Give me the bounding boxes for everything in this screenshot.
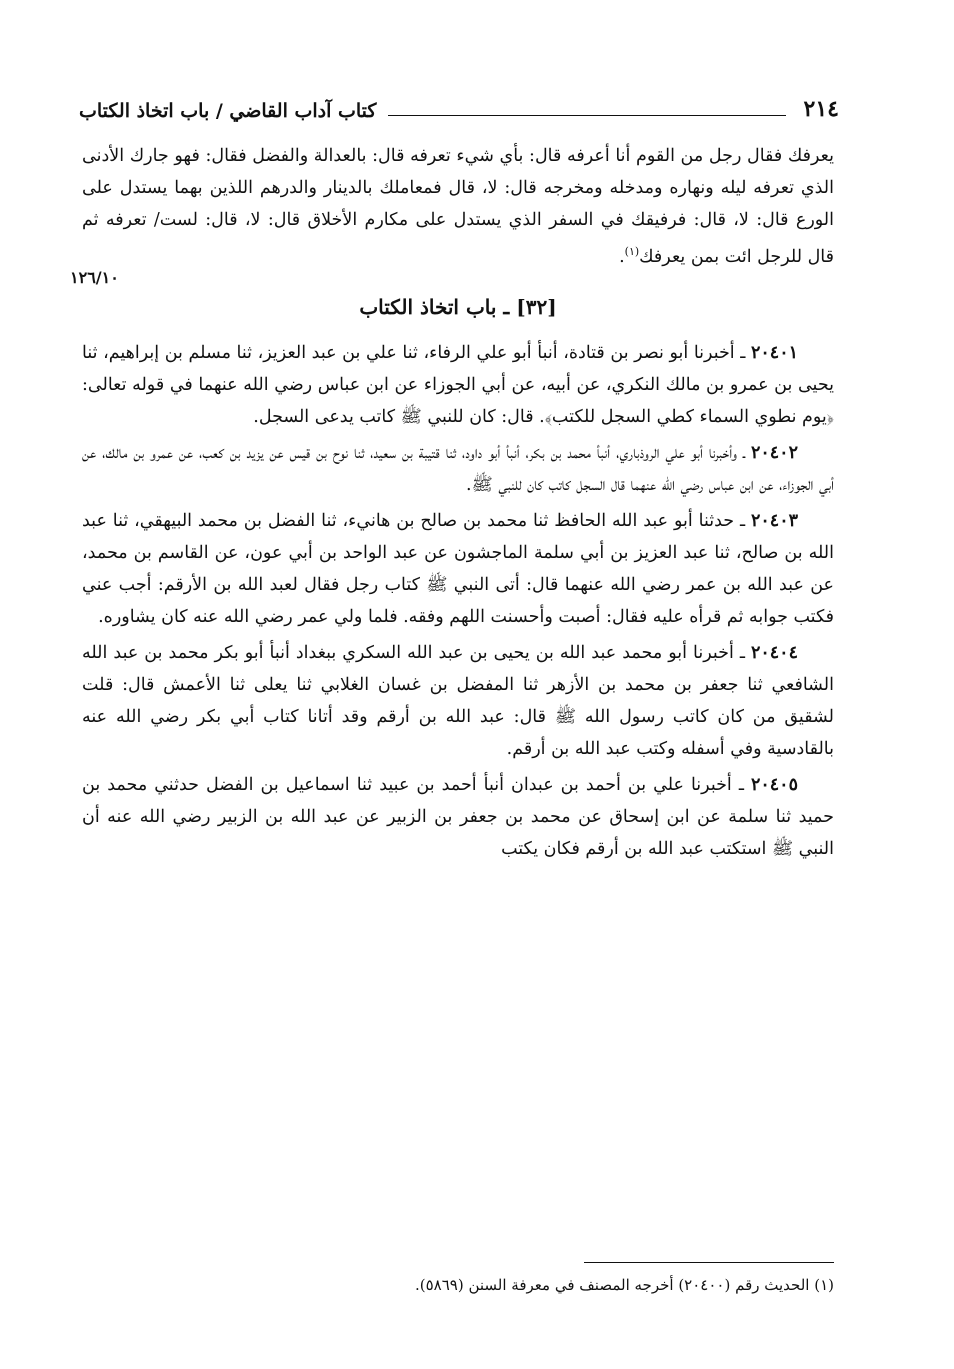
page-number: ٢١٤ — [803, 96, 839, 122]
hadith-paragraph — [82, 337, 834, 433]
hadith-text: ـ وأخبرنا أبو علي الروذباري، أنبأ محمد بن بكر، أنبأ أبو داود، ثنا قتيبة بن سعيد، ثنا نوح بن قيس عن يزيد بن كعب، عن عمرو بن مالك، عن أبي الجوزاء، عن ابن عباس رضي الله عنهما قال السجل كاتب كان للنبي ﷺ. — [82, 442, 834, 495]
hadith-number: ٢٠٤٠٣ — [751, 510, 798, 531]
intro-text: يعرفك فقال رجل من القوم أنا أعرفه قال: بأي شيء تعرفه قال: بالعدالة والفضل فقال: فهو جارك الأدنى الذي تعرفه ليله ونهاره ومدخله ومخرجه قال: لا، قال فمعاملك بالدينار والدرهم اللذين بهما يستدل على الورع قال: لا، قال: فرفيقك في السفر الذي يستدل على مكارم الأخلاق قال: لا، قال: لست/ تعرفه ثم قال للرجل ائت بمن يعرفك — [82, 146, 834, 267]
footnote-rule — [584, 1262, 834, 1263]
running-head: كتاب آداب القاضي / باب اتخاذ الكتاب — [79, 100, 377, 122]
footnote: (١) الحديث رقم (٢٠٤٠٠) أخرجه المصنف في معرفة السنن (٥٨٦٩). — [415, 1276, 834, 1294]
hadith-paragraph — [82, 505, 834, 633]
hadith-number: ٢٠٤٠١ — [751, 342, 798, 363]
chapter-title: [٣٢] ـ باب اتخاذ الكتاب — [359, 294, 557, 319]
intro-end: . — [619, 246, 625, 267]
footnote-marker: (١) — [624, 245, 640, 258]
hadith-paragraph — [82, 437, 834, 501]
hadith-number: ٢٠٤٠٢ — [750, 442, 798, 463]
hadith-number: ٢٠٤٠٥ — [750, 774, 798, 795]
intro-paragraph — [82, 140, 834, 273]
hadith-number: ٢٠٤٠٤ — [750, 642, 798, 663]
hadith-text: ـ أخبرنا أبو نصر بن قتادة، أنبأ أبو علي الرفاء، ثنا علي بن عبد العزيز، ثنا مسلم بن إبراهيم، ثنا يحيى بن عمرو بن مالك النكري، عن أبيه، عن أبي الجوزاء عن ابن عباس رضي الله عنهما في قوله تعالى: ﴿يوم نطوي السماء كطي السجل للكتب﴾. قال: كان للنبي ﷺ كاتب يدعى السجل. — [82, 342, 834, 427]
hadith-text: ـ أخبرنا علي بن أحمد بن عبدان أنبأ أحمد بن عبيد ثنا اسماعيل بن الفضل حدثني محمد بن حميد ثنا سلمة عن ابن إسحاق عن محمد بن جعفر بن الزبير عن عبد الله بن الزبير رضي الله عنه أن النبي ﷺ استكتب عبد الله بن أرقم فكان يكتب — [82, 774, 834, 859]
page-header — [79, 88, 839, 122]
hadith-paragraph — [82, 637, 834, 765]
hadith-text: ـ حدثنا أبو عبد الله الحافظ ثنا محمد بن صالح بن هانيء، ثنا الفضل بن محمد البيهقي، ثنا عبد الله بن صالح، ثنا عبد العزيز بن أبي سلمة الماجشون عن عبد الواحد بن أبي عون، عن القاسم بن محمد، عن عبد الله بن عمر رضي الله عنهما قال: أتى النبي ﷺ كتاب رجل فقال لعبد الله بن الأرقم: أجب عني فكتب جوابه ثم قرأه عليه فقال: أصبت وأحسنت اللهم وفقه. فلما ولي عمر رضي الله عنه كان يشاوره. — [82, 510, 834, 627]
main-text — [82, 140, 834, 869]
margin-reference: ١٢٦/١٠ — [70, 268, 119, 287]
hadith-paragraph — [82, 769, 834, 865]
hadith-text: ـ أخبرنا أبو محمد عبد الله بن يحيى بن عبد الله السكري ببغداد أنبأ أبو بكر محمد بن عبد الله الشافعي ثنا جعفر بن محمد بن الأزهر ثنا المفضل بن غسان الغلابي ثنا يعلى ثنا الأعمش قال: قلت لشقيق من كان كاتب رسول الله ﷺ قال: عبد الله بن أرقم وقد أتانا كتاب أبي بكر رضي الله عنه بالقادسية وفي أسفله وكتب عبد الله بن أرقم. — [82, 642, 834, 759]
header-rule — [388, 114, 785, 116]
